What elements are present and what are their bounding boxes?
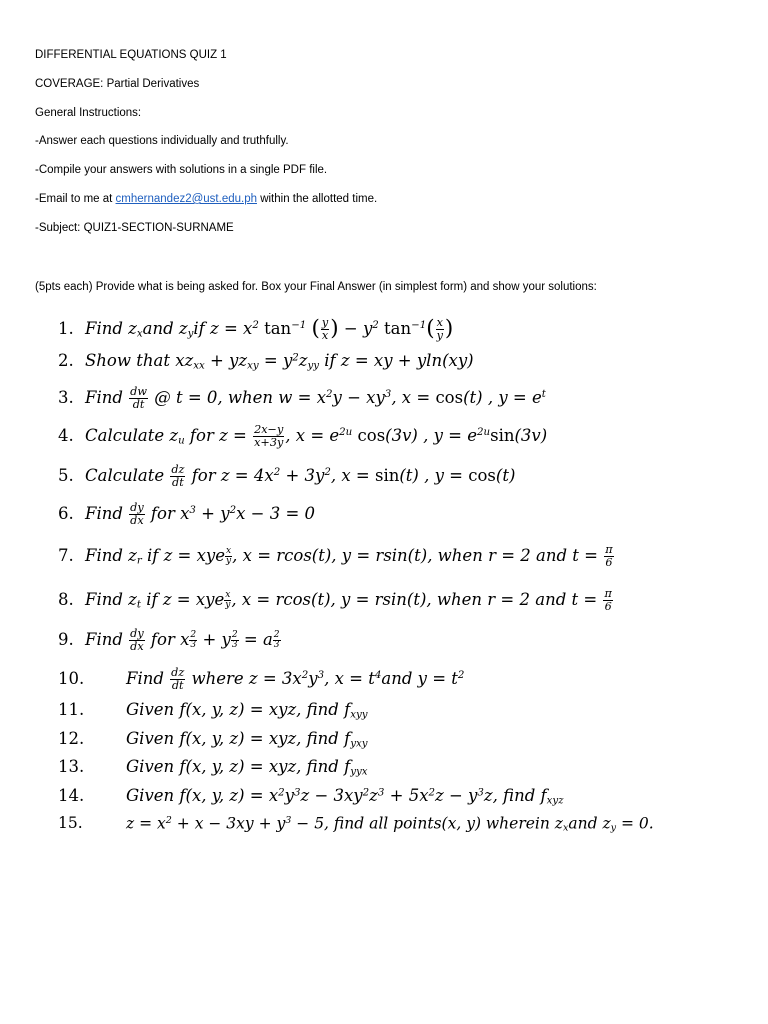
question-15: 15. $z = x^2 + x - 3xy + y^3 - 5$, find all points(x, y) wherein $z_xand$ $z_y = 0$. <box>58 814 654 834</box>
quiz-title: DIFFERENTIAL EQUATIONS QUIZ 1 <box>35 49 227 61</box>
coverage-line: COVERAGE: Partial Derivatives <box>35 78 200 90</box>
question-number: 9. <box>58 629 74 649</box>
question-13: 13. Given f(x, y, z) = xyz, find $f_{yyx}$ <box>58 757 368 778</box>
question-number: 7. <box>58 545 74 565</box>
question-number: 13. <box>58 757 85 776</box>
question-12: 12. Given f(x, y, z) = xyz, find $f_{yxy}$ <box>58 729 368 750</box>
question-number: 3. <box>58 387 74 407</box>
question-8: 8. Find $z_t$ if z = xye $\frac{x}{y}$ , x = rcos(t), y = rsin(t), when r = 2 and t = $\frac{\pi}{6}$ <box>58 587 612 613</box>
question-number: 6. <box>58 503 74 523</box>
question-3: 3. Find $\frac{dw}{dt}$ @ t = 0, when $w = x^2y - xy^3$, x = cos(t) , $y = e^t$ <box>58 385 546 411</box>
question-1: 1. Find $z_xand$ $z_yif$ $z = x^2$ $\tan^{-1}$ ( $\frac{y}{x}$ ) − $y^2$ $\tan^{-1}$( $\frac{x}{y}$ ) <box>58 315 454 342</box>
question-11: 11. Given f(x, y, z) = xyz, find $f_{xyy}$ <box>58 700 368 721</box>
email-link[interactable]: cmhernandez2@ust.edu.ph <box>115 193 257 205</box>
directions-text: (5pts each) Provide what is being asked for. Box your Final Answer (in simplest form) and show your solutions: <box>35 281 597 293</box>
question-number: 4. <box>58 425 74 445</box>
instruction-answer: -Answer each questions individually and truthfully. <box>35 135 289 147</box>
general-instructions-heading: General Instructions: <box>35 107 142 119</box>
question-number: 15. <box>58 814 83 833</box>
instruction-email <box>35 193 377 205</box>
email-prefix: -Email to me at <box>35 193 116 205</box>
question-number: 8. <box>58 589 74 609</box>
question-5: 5. Calculate $\frac{dz}{dt}$ for $z = 4x^2 + 3y^2$, x = sin(t) , y = cos(t) <box>58 463 516 489</box>
question-number: 14. <box>58 786 85 805</box>
email-suffix: within the allotted time. <box>257 193 378 205</box>
question-number: 2. <box>58 351 74 370</box>
question-2: 2. Show that $xz_{xx} + yz_{xy} = y^2z_{yy}$ if z = xy + yln(xy) <box>58 351 474 372</box>
question-number: 12. <box>58 729 85 748</box>
question-number: 1. <box>58 318 74 338</box>
instruction-compile: -Compile your answers with solutions in a single PDF file. <box>35 164 328 176</box>
question-number: 5. <box>58 465 74 485</box>
question-7: 7. Find $z_r$ if z = xye $\frac{x}{y}$ , x = rcos(t), y = rsin(t), when r = 2 and t = $\frac{\pi}{6}$ <box>58 543 613 569</box>
question-10: 10. Find $\frac{dz}{dt}$ where $z = 3x^2y^3$, $x = t^4and$ $y = t^2$ <box>58 666 465 692</box>
question-number: 10. <box>58 668 85 688</box>
question-number: 11. <box>58 700 85 719</box>
question-4: 4. Calculate $z_u$ for z = $\frac{2x-y}{x+3y}$ , $x = e^{2u}$ cos(3v) , $y = e^{2u}\sin(3v)$ <box>58 423 548 449</box>
question-6: 6. Find $\frac{dy}{dx}$ for $x^3 + y^2x - 3 = 0$ <box>58 501 316 527</box>
question-14: 14. Given f(x, y, $z) = x^2y^3z - 3xy^2z^3 + 5x^2z - y^3z$, find $f_{xyz}$ <box>58 786 564 807</box>
question-9: 9. Find $\frac{dy}{dx}$ for x $\frac{2}{3}$ + y $\frac{2}{3}$ = a $\frac{2}{3}$ <box>58 627 280 653</box>
instruction-subject: -Subject: QUIZ1-SECTION-SURNAME <box>35 222 234 234</box>
